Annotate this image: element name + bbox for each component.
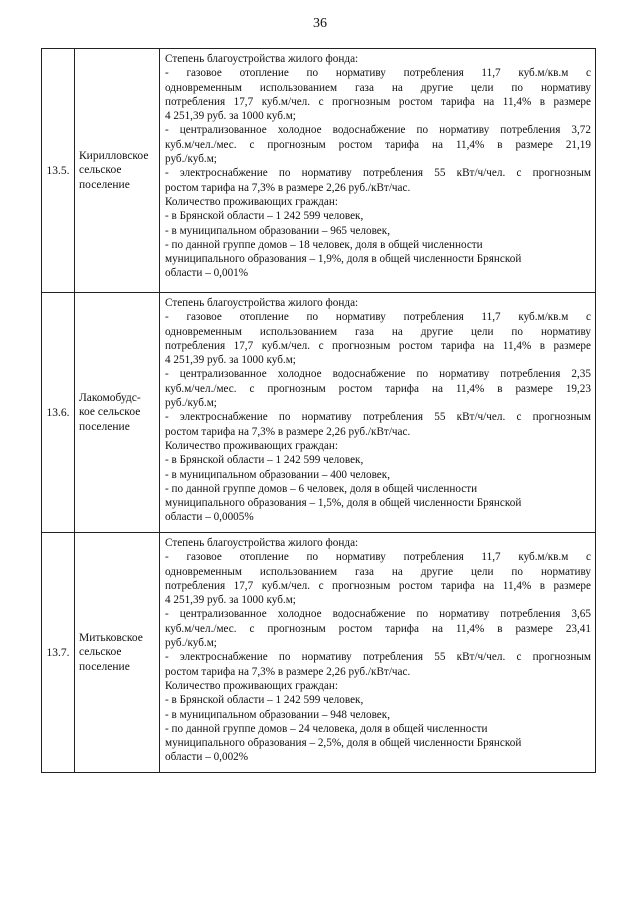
settlement-name-line: Лакомобудс- <box>79 392 141 405</box>
residents-heading: Количество проживающих граждан: <box>165 195 338 208</box>
amenities-heading: Степень благоустройства жилого фонда: <box>165 53 359 65</box>
settlement-name-line: сельское <box>79 646 122 659</box>
water-supply-text: руб./куб.м; <box>165 397 217 410</box>
electricity-text: - электроснабжение по нормативу потребления 55 кВт/ч/чел. с прогнозным <box>165 411 591 424</box>
group-residents: - по данной группе домов – 18 человек, доля в общей численности <box>165 238 483 251</box>
settlement-description <box>160 293 596 533</box>
water-supply-text: - централизованное холодное водоснабжение по нормативу потребления 3,72 <box>165 124 591 137</box>
table-row <box>42 533 596 773</box>
region-residents: - в Брянской области – 1 242 599 человек, <box>165 210 364 223</box>
electricity-text: - электроснабжение по нормативу потребления 55 кВт/ч/чел. с прогнозным <box>165 167 591 180</box>
region-residents: - в Брянской области – 1 242 599 человек, <box>165 694 364 707</box>
group-residents: муниципального образования – 1,9%, доля в общей численности Брянской <box>165 253 522 266</box>
settlements-table <box>41 48 596 773</box>
settlement-name-line: сельское <box>79 164 122 177</box>
group-residents: области – 0,001% <box>165 267 249 280</box>
gas-heating-text: - газовое отопление по нормативу потребления 11,7 куб.м/кв.м с <box>165 551 591 564</box>
gas-heating-text: потребления 17,7 куб.м/чел. с прогнозным ростом тарифа на 11,4% в размере <box>165 579 591 592</box>
water-supply-text: куб.м/чел./мес. с прогнозным ростом тарифа на 11,4% в размере 23,41 <box>165 622 591 635</box>
settlement-description <box>160 533 596 773</box>
group-residents: области – 0,0005% <box>165 511 254 524</box>
settlement-name-line: кое сельское <box>79 406 141 419</box>
settlement-name-line: поселение <box>79 420 130 433</box>
table-row <box>42 293 596 533</box>
row-number: 13.5. <box>42 49 75 293</box>
row-number: 13.6. <box>42 293 75 533</box>
municipal-residents: - в муниципальном образовании – 965 человек, <box>165 224 391 237</box>
electricity-text: ростом тарифа на 7,3% в размере 2,26 руб./кВт/час. <box>165 425 411 438</box>
group-residents: - по данной группе домов – 6 человек, доля в общей численности <box>165 482 478 495</box>
settlement-name-line: поселение <box>79 660 130 673</box>
gas-heating-text: одновременным использованием газа на другие цели по нормативу <box>165 325 591 338</box>
water-supply-text: руб./куб.м; <box>165 637 217 650</box>
gas-heating-text: одновременным использованием газа на другие цели по нормативу <box>165 81 591 94</box>
gas-heating-text: - газовое отопление по нормативу потребления 11,7 куб.м/кв.м с <box>165 67 591 80</box>
settlement-name-line: Митьковское <box>79 632 143 645</box>
water-supply-text: - централизованное холодное водоснабжение по нормативу потребления 2,35 <box>165 368 591 381</box>
settlement-name <box>75 533 160 773</box>
residents-heading: Количество проживающих граждан: <box>165 679 338 692</box>
gas-heating-text: - газовое отопление по нормативу потребления 11,7 куб.м/кв.м с <box>165 311 591 324</box>
settlement-name-line: поселение <box>79 178 130 191</box>
amenities-heading: Степень благоустройства жилого фонда: <box>165 297 359 309</box>
electricity-text: - электроснабжение по нормативу потребления 55 кВт/ч/чел. с прогнозным <box>165 651 591 664</box>
gas-heating-text: 4 251,39 руб. за 1000 куб.м; <box>165 110 296 123</box>
group-residents: - по данной группе домов – 24 человека, доля в общей численности <box>165 722 488 735</box>
region-residents: - в Брянской области – 1 242 599 человек, <box>165 454 364 467</box>
gas-heating-text: одновременным использованием газа на другие цели по нормативу <box>165 565 591 578</box>
group-residents: области – 0,002% <box>165 751 249 764</box>
water-supply-text: куб.м/чел./мес. с прогнозным ростом тарифа на 11,4% в размере 21,19 <box>165 138 591 151</box>
gas-heating-text: потребления 17,7 куб.м/чел. с прогнозным ростом тарифа на 11,4% в размере <box>165 95 591 108</box>
gas-heating-text: 4 251,39 руб. за 1000 куб.м; <box>165 354 296 367</box>
settlement-name <box>75 49 160 293</box>
table-row <box>42 49 596 293</box>
amenities-heading: Степень благоустройства жилого фонда: <box>165 537 359 549</box>
water-supply-text: - централизованное холодное водоснабжение по нормативу потребления 3,65 <box>165 608 591 621</box>
group-residents: муниципального образования – 1,5%, доля в общей численности Брянской <box>165 497 522 510</box>
settlement-name <box>75 293 160 533</box>
water-supply-text: руб./куб.м; <box>165 153 217 166</box>
page-number: 36 <box>313 16 327 31</box>
group-residents: муниципального образования – 2,5%, доля в общей численности Брянской <box>165 737 522 750</box>
gas-heating-text: потребления 17,7 куб.м/чел. с прогнозным ростом тарифа на 11,4% в размере <box>165 339 591 352</box>
residents-heading: Количество проживающих граждан: <box>165 439 338 452</box>
settlement-description <box>160 49 596 293</box>
settlement-name-line: Кирилловское <box>79 150 149 163</box>
gas-heating-text: 4 251,39 руб. за 1000 куб.м; <box>165 594 296 607</box>
row-number: 13.7. <box>42 533 75 773</box>
electricity-text: ростом тарифа на 7,3% в размере 2,26 руб./кВт/час. <box>165 665 411 678</box>
municipal-residents: - в муниципальном образовании – 948 человек, <box>165 708 391 721</box>
municipal-residents: - в муниципальном образовании – 400 человек, <box>165 468 391 481</box>
electricity-text: ростом тарифа на 7,3% в размере 2,26 руб./кВт/час. <box>165 181 411 194</box>
water-supply-text: куб.м/чел./мес. с прогнозным ростом тарифа на 11,4% в размере 19,23 <box>165 382 591 395</box>
